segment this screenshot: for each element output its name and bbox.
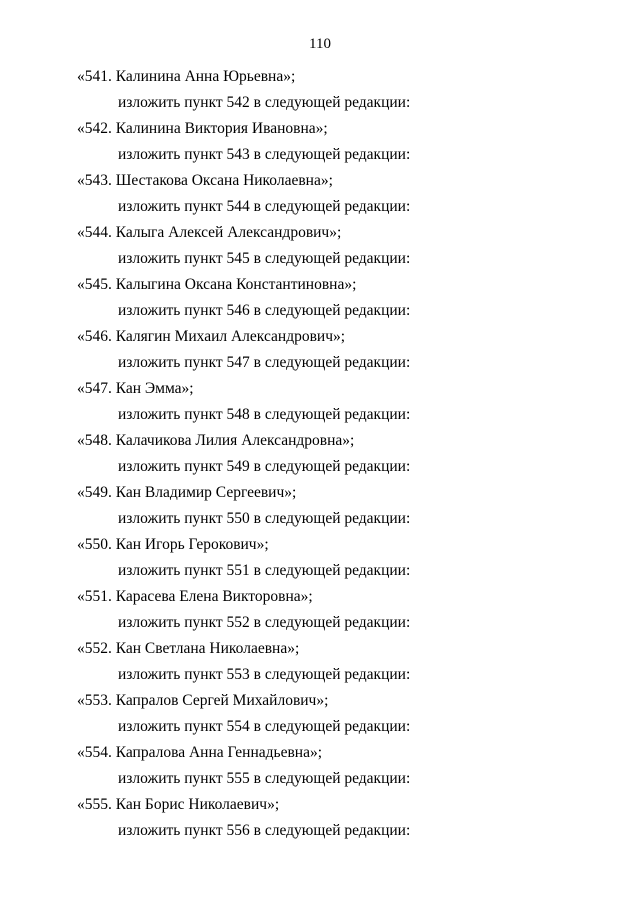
amendment-instruction: изложить пункт 549 в следующей редакции: <box>118 458 411 475</box>
amendment-instruction: изложить пункт 554 в следующей редакции: <box>118 718 411 735</box>
entry-text: «547. Кан Эмма»; <box>77 380 194 397</box>
list-item <box>0 324 640 376</box>
list-item <box>0 792 640 844</box>
entry-text: «552. Кан Светлана Николаевна»; <box>77 640 300 657</box>
amendment-instruction: изложить пункт 551 в следующей редакции: <box>118 562 411 579</box>
amendment-instruction: изложить пункт 548 в следующей редакции: <box>118 406 411 423</box>
list-item <box>0 64 640 116</box>
entry-text: «554. Капралова Анна Геннадьевна»; <box>77 744 323 761</box>
list-item <box>0 428 640 480</box>
list-item <box>0 168 640 220</box>
amendment-instruction: изложить пункт 543 в следующей редакции: <box>118 146 411 163</box>
amendment-instruction: изложить пункт 552 в следующей редакции: <box>118 614 411 631</box>
list-item <box>0 480 640 532</box>
entry-text: «555. Кан Борис Николаевич»; <box>77 796 280 813</box>
list-item <box>0 220 640 272</box>
amendment-instruction: изложить пункт 555 в следующей редакции: <box>118 770 411 787</box>
amendment-instruction: изложить пункт 556 в следующей редакции: <box>118 822 411 839</box>
list-item <box>0 272 640 324</box>
entry-text: «541. Калинина Анна Юрьевна»; <box>77 68 296 85</box>
entry-text: «549. Кан Владимир Сергеевич»; <box>77 484 297 501</box>
page-number: 110 <box>309 36 331 52</box>
amendment-instruction: изложить пункт 547 в следующей редакции: <box>118 354 411 371</box>
list-item <box>0 116 640 168</box>
entry-text: «546. Калягин Михаил Александрович»; <box>77 328 346 345</box>
entry-text: «553. Капралов Сергей Михайлович»; <box>77 692 329 709</box>
amendment-instruction: изложить пункт 542 в следующей редакции: <box>118 94 411 111</box>
list-item <box>0 584 640 636</box>
list-item <box>0 740 640 792</box>
entry-text: «543. Шестакова Оксана Николаевна»; <box>77 172 333 189</box>
amendment-instruction: изложить пункт 550 в следующей редакции: <box>118 510 411 527</box>
list-item <box>0 376 640 428</box>
list-item <box>0 532 640 584</box>
entry-text: «550. Кан Игорь Герокович»; <box>77 536 269 553</box>
list-item <box>0 636 640 688</box>
amendment-instruction: изложить пункт 553 в следующей редакции: <box>118 666 411 683</box>
amendment-instruction: изложить пункт 546 в следующей редакции: <box>118 302 411 319</box>
entry-text: «544. Калыга Алексей Александрович»; <box>77 224 342 241</box>
entry-text: «545. Калыгина Оксана Константиновна»; <box>77 276 357 293</box>
list-item <box>0 688 640 740</box>
entry-list <box>0 64 640 844</box>
amendment-instruction: изложить пункт 545 в следующей редакции: <box>118 250 411 267</box>
amendment-instruction: изложить пункт 544 в следующей редакции: <box>118 198 411 215</box>
entry-text: «548. Калачикова Лилия Александровна»; <box>77 432 355 449</box>
entry-text: «542. Калинина Виктория Ивановна»; <box>77 120 328 137</box>
entry-text: «551. Карасева Елена Викторовна»; <box>77 588 313 605</box>
